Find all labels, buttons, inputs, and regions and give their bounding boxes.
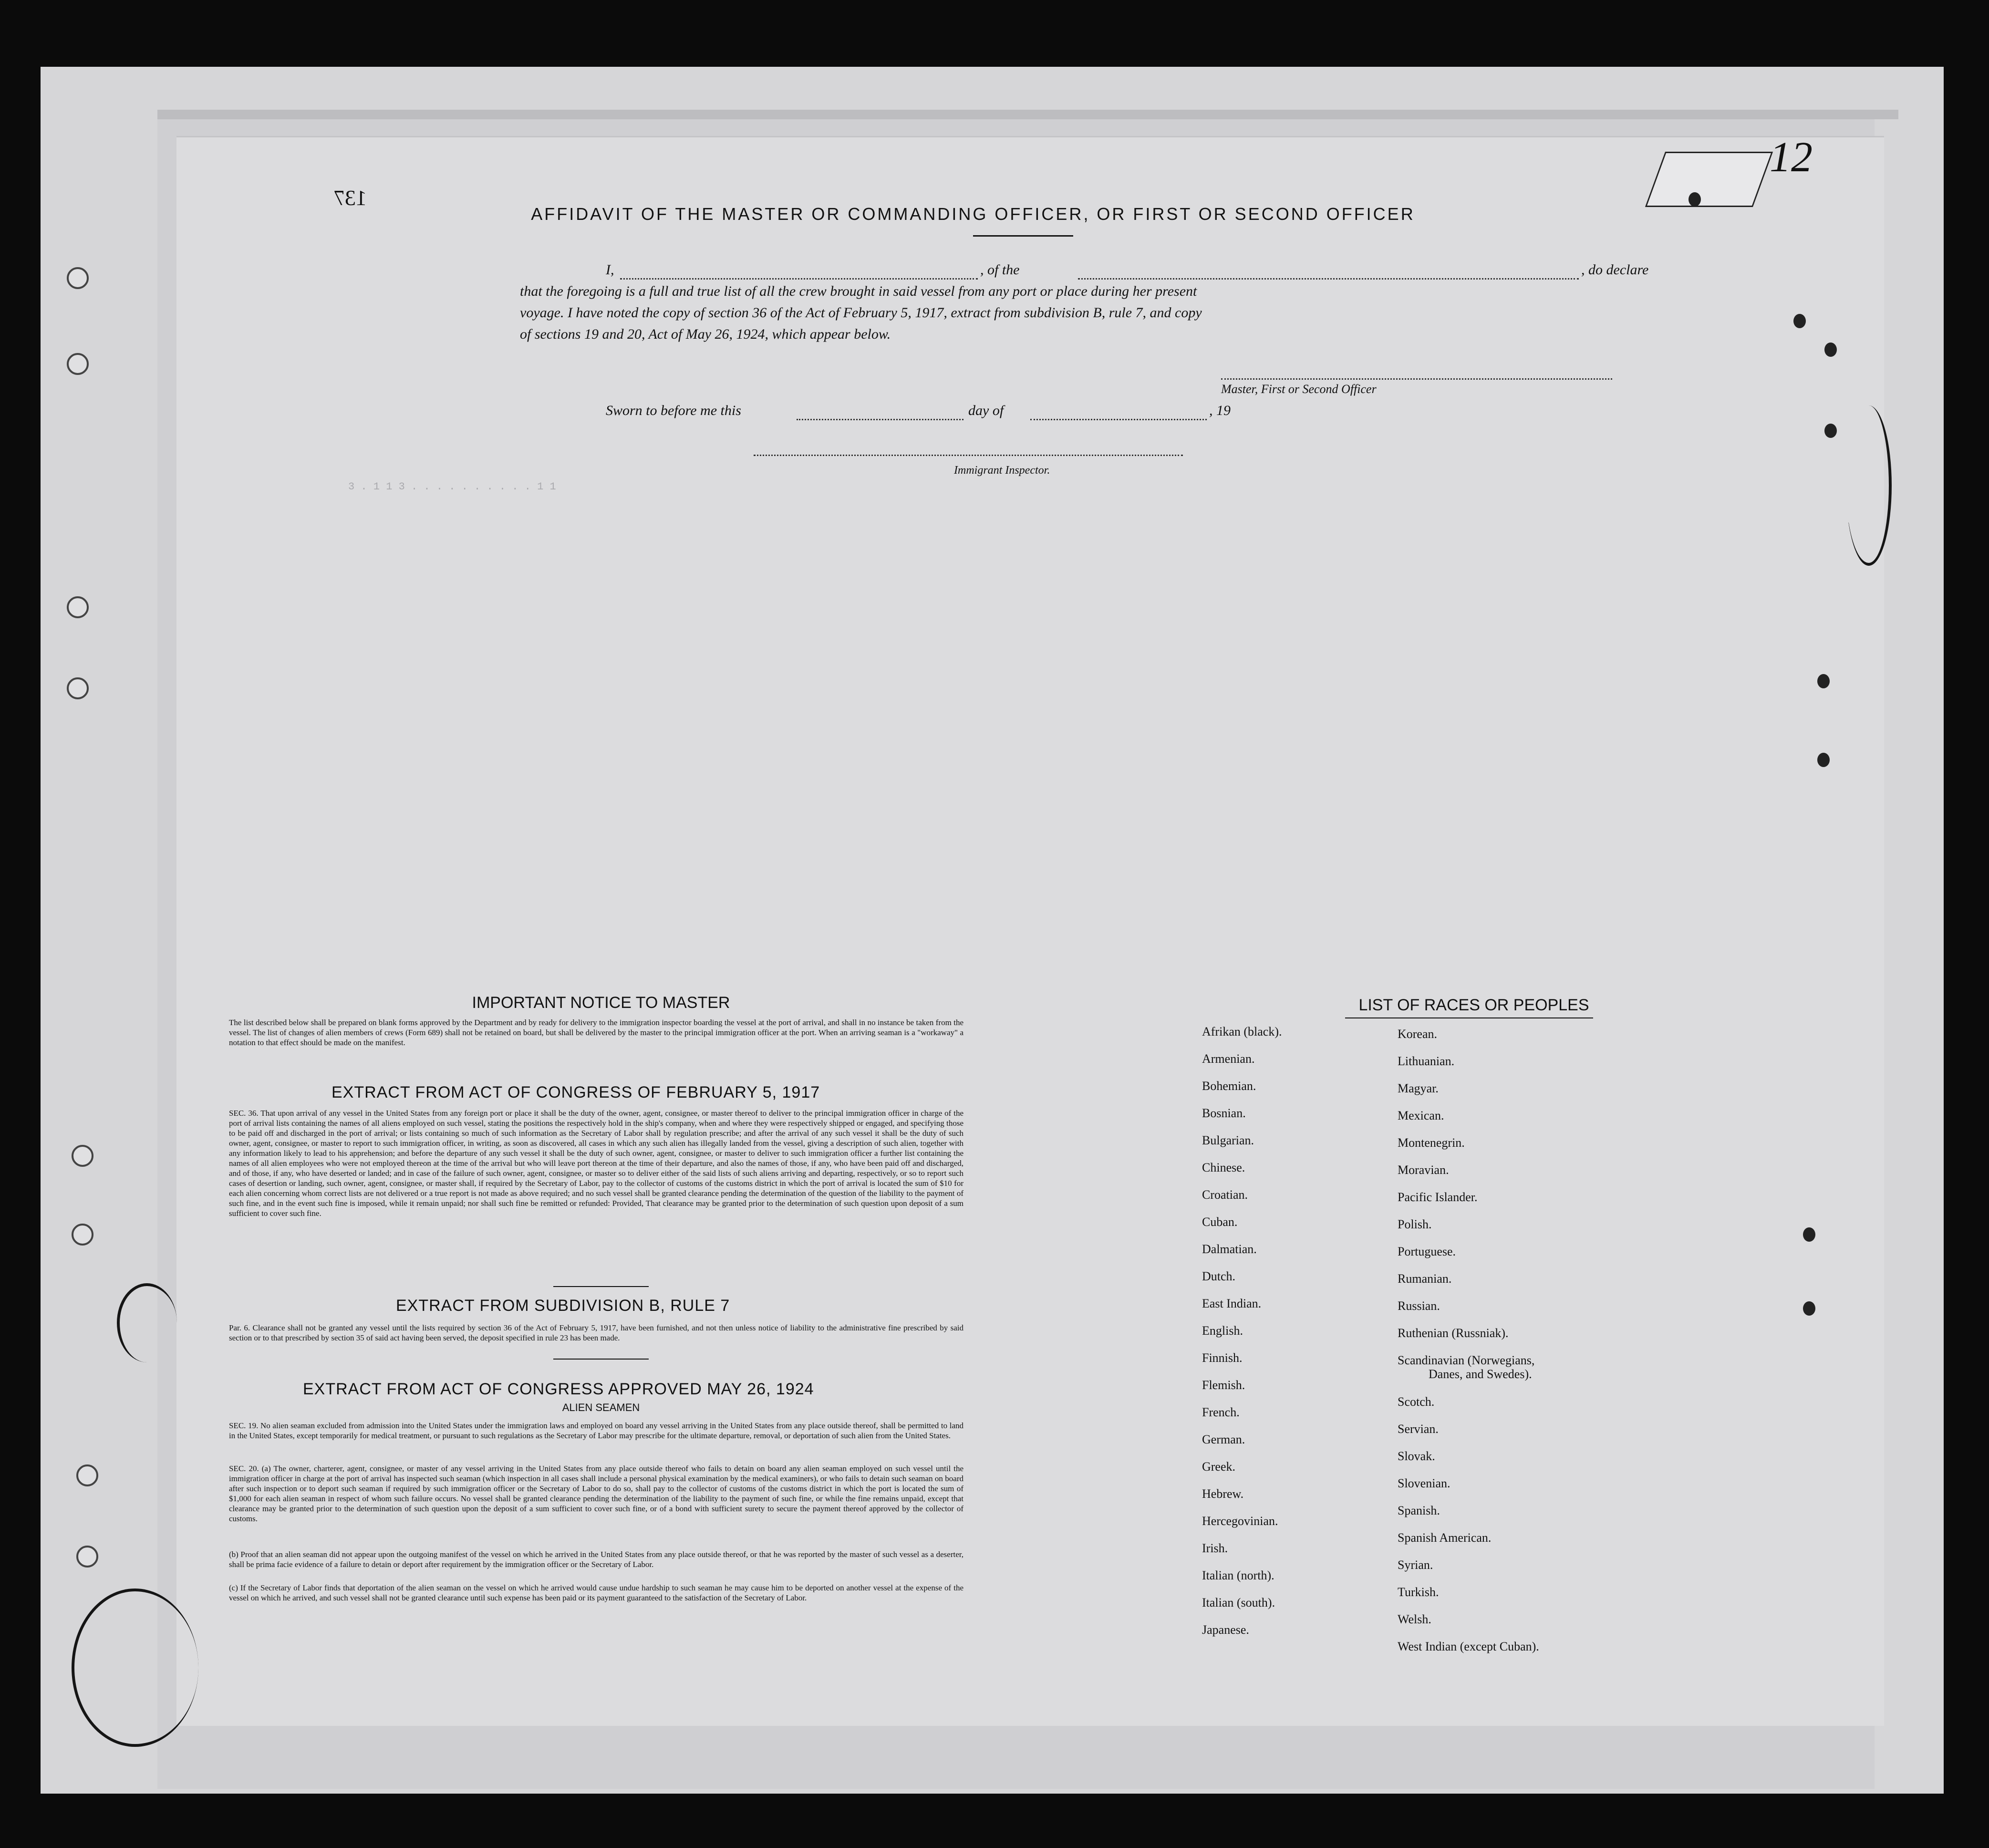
race-item: Lithuanian. <box>1398 1054 1455 1068</box>
affidavit-line-3: voyage. I have noted the copy of section 36 of the Act of February 5, 1917, extract from subdivision B, rule 7, and copy <box>520 305 1202 321</box>
race-item: Slovenian. <box>1398 1476 1450 1490</box>
sec-20c-text: (c) If the Secretary of Labor finds that deportation of the alien seaman on the vessel on which he arrived would cause undue hardship to such seaman he may cause him to be deported on another vessel at the expense of the vessel on which he arrived, and such vessel shall not be granted clearance until such expense has been paid or its payment guaranteed to the satisfaction of the Secretary of Labor. <box>229 1583 963 1602</box>
race-item: Greek. <box>1202 1460 1236 1474</box>
subdivision-title: EXTRACT FROM SUBDIVISION B, RULE 7 <box>396 1297 730 1315</box>
notice-text: The list described below shall be prepared on blank forms approved by the Department and by ready for delivery to the immigration inspector boarding the vessel at the port of arrival, and shall in no instance be taken from the vessel. The list of changes of alien members of crews (Form 689) shall not be retained on board, but shall be delivered by the master to the principal immigration officer at the port. When an arriving seaman is a "workaway" a notation to that effect should be made on the manifest. <box>229 1018 963 1047</box>
race-item: Bohemian. <box>1202 1079 1256 1093</box>
binder-hole-icon <box>1817 753 1830 767</box>
race-item: Polish. <box>1398 1217 1432 1231</box>
inspector-label: Immigrant Inspector. <box>954 464 1050 477</box>
binder-hole-icon <box>76 1546 98 1568</box>
extract-1917-rule <box>553 1286 649 1287</box>
race-item: Afrikan (black). <box>1202 1025 1282 1038</box>
name-blank <box>620 278 978 280</box>
master-label: Master, First or Second Officer <box>1221 382 1377 396</box>
race-item: Dalmatian. <box>1202 1242 1257 1256</box>
sworn-day-blank <box>797 419 963 420</box>
sec-20a-text: SEC. 20. (a) The owner, charterer, agent, consignee, or master of any vessel arriving in the United States from any place outside thereof who fails to detain on board any alien seaman employed on such vessel until the immigration officer in charge at the port of arrival has inspected such seaman (which inspection in all cases shall include a personal physical examination by the medical examiners), or who fails to detain such seaman on board after such inspection or to deport such seaman if required by such immigration officer or the Secretary of Labor to do so, shall pay to the collector of customs of the customs district in which the port is located the sum of $1,000 for each alien seaman in respect of whom such failure occurs. No vessel shall be granted clearance pending the determination of the liability to the payment of such fine, or while the fine remains unpaid, except that clearance may be granted prior to the determination of such question upon the deposit of a sum sufficient to cover such fine, or of a bond with sufficient surety to secure the payment thereof approved by the collector of customs. <box>229 1464 963 1523</box>
binder-hole-icon <box>67 596 89 618</box>
binder-hole-icon <box>1817 674 1830 688</box>
race-item: Irish. <box>1202 1541 1228 1555</box>
bleed-through: 3 . 1 1 3 . . . . . . . . . . 1 1 <box>348 481 556 493</box>
sworn-month-blank <box>1030 419 1207 420</box>
sheet-tab <box>1645 152 1773 207</box>
race-item: Montenegrin. <box>1398 1136 1465 1150</box>
race-item: Croatian. <box>1202 1188 1248 1202</box>
day-of-label: day of <box>968 403 1004 418</box>
handwritten-mark <box>117 1283 177 1362</box>
inspector-signature-line <box>754 455 1183 456</box>
race-item: Servian. <box>1398 1422 1439 1436</box>
year-label: , 19 <box>1209 403 1231 418</box>
race-item: Japanese. <box>1202 1623 1249 1637</box>
race-item: Cuban. <box>1202 1215 1238 1229</box>
race-item: Slovak. <box>1398 1449 1435 1463</box>
race-item: Bosnian. <box>1202 1106 1246 1120</box>
handwritten-mark <box>72 1588 198 1747</box>
race-item: Flemish. <box>1202 1378 1245 1392</box>
binder-hole-icon <box>1803 1227 1815 1242</box>
race-item: Magyar. <box>1398 1081 1439 1095</box>
race-item: Danes, and Swedes). <box>1429 1367 1532 1381</box>
binder-hole-icon <box>76 1464 98 1486</box>
affidavit-i: I, <box>606 262 614 278</box>
race-item: Chinese. <box>1202 1161 1245 1174</box>
race-item: Russian. <box>1398 1299 1440 1313</box>
binder-hole-icon <box>72 1145 93 1167</box>
affidavit-page <box>176 136 1884 1726</box>
vessel-blank <box>1078 278 1579 280</box>
race-item: French. <box>1202 1405 1240 1419</box>
sheet-edge <box>157 110 1898 119</box>
sec-20b-text: (b) Proof that an alien seaman did not appear upon the outgoing manifest of the vessel on which he arrived in the United States from any place outside thereof, or that he was reported by the master of such vessel as a deserter, shall be prima facie evidence of a failure to detain or deport after requirement by the immigration officer or the Secretary of Labor. <box>229 1550 963 1569</box>
affidavit-title: AFFIDAVIT OF THE MASTER OR COMMANDING OFFICER, OR FIRST OR SECOND OFFICER <box>531 204 1415 224</box>
binder-hole-icon <box>1689 192 1701 207</box>
binder-hole-icon <box>67 267 89 289</box>
race-item: German. <box>1202 1433 1245 1446</box>
race-item: Italian (north). <box>1202 1568 1274 1582</box>
race-item: Ruthenian (Russniak). <box>1398 1326 1509 1340</box>
race-item: Welsh. <box>1398 1612 1431 1626</box>
race-item: Armenian. <box>1202 1052 1255 1066</box>
race-item: English. <box>1202 1324 1243 1338</box>
subdivision-text: Par. 6. Clearance shall not be granted any vessel until the lists required by section 36 of the Act of February 5, 1917, have been furnished, and not then unless notice of liability to the administrative fine prescribed by said section or to that prescribed by section 35 of said act having been served, the deposit specified in rule 23 has been made. <box>229 1323 963 1342</box>
affidavit-line-2: that the foregoing is a full and true list of all the crew brought in said vessel from any port or place during her present <box>520 283 1197 299</box>
binder-hole-icon <box>1803 1301 1815 1316</box>
race-item: Korean. <box>1398 1027 1438 1041</box>
extract-1917-text: SEC. 36. That upon arrival of any vessel in the United States from any foreign port or place it shall be the duty of the owner, agent, consignee, or master thereof to deliver to the principal immigration officer in charge of the port of arrival lists containing the names of all aliens employed on such vessel, stating the positions the respectively hold in the ship's company, when and where they were respectively shipped or engaged, and specifying those to be paid off and discharged in the port of arrival; or lists containing so much of such information as the Secretary of Labor shall by regulation prescribe; and after the arrival of any such vessel it shall be the duty of such owner, agent, consignee, or master to report to such immigration officer, in writing, as soon as discovered, all cases in which any such alien has illegally landed from the vessel, giving a description of such alien, together with any information likely to lead to his apprehension; and before the departure of any such vessel it shall be the duty of such owner, agent, consignee, or master to deliver to such immigration officer a further list containing the names of all alien employees who were not employed thereon at the time of the arrival but who will leave port thereon at the time of their departure, and also the names of those, if any, who have been paid off and discharged, and of those, if any, who have deserted or landed; and in case of the failure of such owner, agent, consignee, or master so to deliver either of the said lists of such aliens arriving and departing, respectively, or so to report such cases of desertion or landing, such owner, agent, consignee, or master shall, if required by the Secretary of Labor, pay to the collector of customs of the customs district in which the port of arrival is located the sum of $10 for each alien concerning whom correct lists are not delivered or a true report is not made as above required; and no such vessel shall be granted clearance pending the determination of the question of the liability to the payment of such fine, and in the event such fine is imposed, while it remain unpaid; nor shall such fine be remitted or refunded: Provided, That clearance may be granted prior to the determination of such question upon deposit of a sum sufficient to cover such fine. <box>229 1109 963 1218</box>
race-item: Scotch. <box>1398 1395 1435 1409</box>
race-item: Pacific Islander. <box>1398 1190 1478 1204</box>
handwritten-mark <box>1846 405 1892 566</box>
race-item: Scandinavian (Norwegians, <box>1398 1353 1535 1367</box>
affidavit-declare: , do declare <box>1581 262 1649 278</box>
race-item: Dutch. <box>1202 1269 1236 1283</box>
binder-hole-icon <box>67 353 89 375</box>
page-number-mirrored: 137 <box>334 186 367 210</box>
binder-hole-icon <box>1824 343 1837 357</box>
title-rule <box>973 235 1073 237</box>
race-item: Rumanian. <box>1398 1272 1452 1286</box>
race-item: Italian (south). <box>1202 1596 1275 1609</box>
race-item: Hebrew. <box>1202 1487 1244 1501</box>
race-item: Mexican. <box>1398 1109 1444 1122</box>
sec-19-text: SEC. 19. No alien seaman excluded from admission into the United States under the immigration laws and employed on board any vessel arriving in the United States from any place outside thereof, shall be permitted to land in the United States, except temporarily for medical treatment, or pursuant to such regulations as the Secretary of Labor may prescribe for the ultimate departure, removal, or deportation of such alien from the United States. <box>229 1421 963 1440</box>
race-item: Turkish. <box>1398 1585 1439 1599</box>
race-item: Finnish. <box>1202 1351 1243 1365</box>
race-item: Bulgarian. <box>1202 1133 1254 1147</box>
binder-hole-icon <box>72 1224 93 1246</box>
race-item: Syrian. <box>1398 1558 1433 1572</box>
notice-title: IMPORTANT NOTICE TO MASTER <box>472 994 730 1012</box>
race-item: East Indian. <box>1202 1297 1262 1310</box>
subdivision-rule <box>553 1359 649 1360</box>
races-rule <box>1345 1017 1593 1018</box>
race-item: West Indian (except Cuban). <box>1398 1640 1539 1653</box>
binder-hole-icon <box>67 677 89 699</box>
sheet-number: 12 <box>1770 134 1813 181</box>
extract-1917-title: EXTRACT FROM ACT OF CONGRESS OF FEBRUARY 5, 1917 <box>332 1083 820 1101</box>
race-item: Hercegovinian. <box>1202 1514 1278 1528</box>
extract-1924-subtitle: ALIEN SEAMEN <box>562 1402 640 1413</box>
race-item: Portuguese. <box>1398 1245 1456 1258</box>
sworn-label: Sworn to before me this <box>606 403 741 418</box>
binder-hole-icon <box>1793 314 1806 328</box>
extract-1924-title: EXTRACT FROM ACT OF CONGRESS APPROVED MAY 26, 1924 <box>303 1380 814 1398</box>
binder-hole-icon <box>1824 424 1837 438</box>
race-item: Moravian. <box>1398 1163 1449 1177</box>
affidavit-line-4: of sections 19 and 20, Act of May 26, 1924, which appear below. <box>520 326 891 342</box>
race-item: Spanish. <box>1398 1504 1440 1517</box>
race-item: Spanish American. <box>1398 1531 1492 1545</box>
races-title: LIST OF RACES OR PEOPLES <box>1358 996 1589 1014</box>
affidavit-of-the: , of the <box>980 262 1020 278</box>
